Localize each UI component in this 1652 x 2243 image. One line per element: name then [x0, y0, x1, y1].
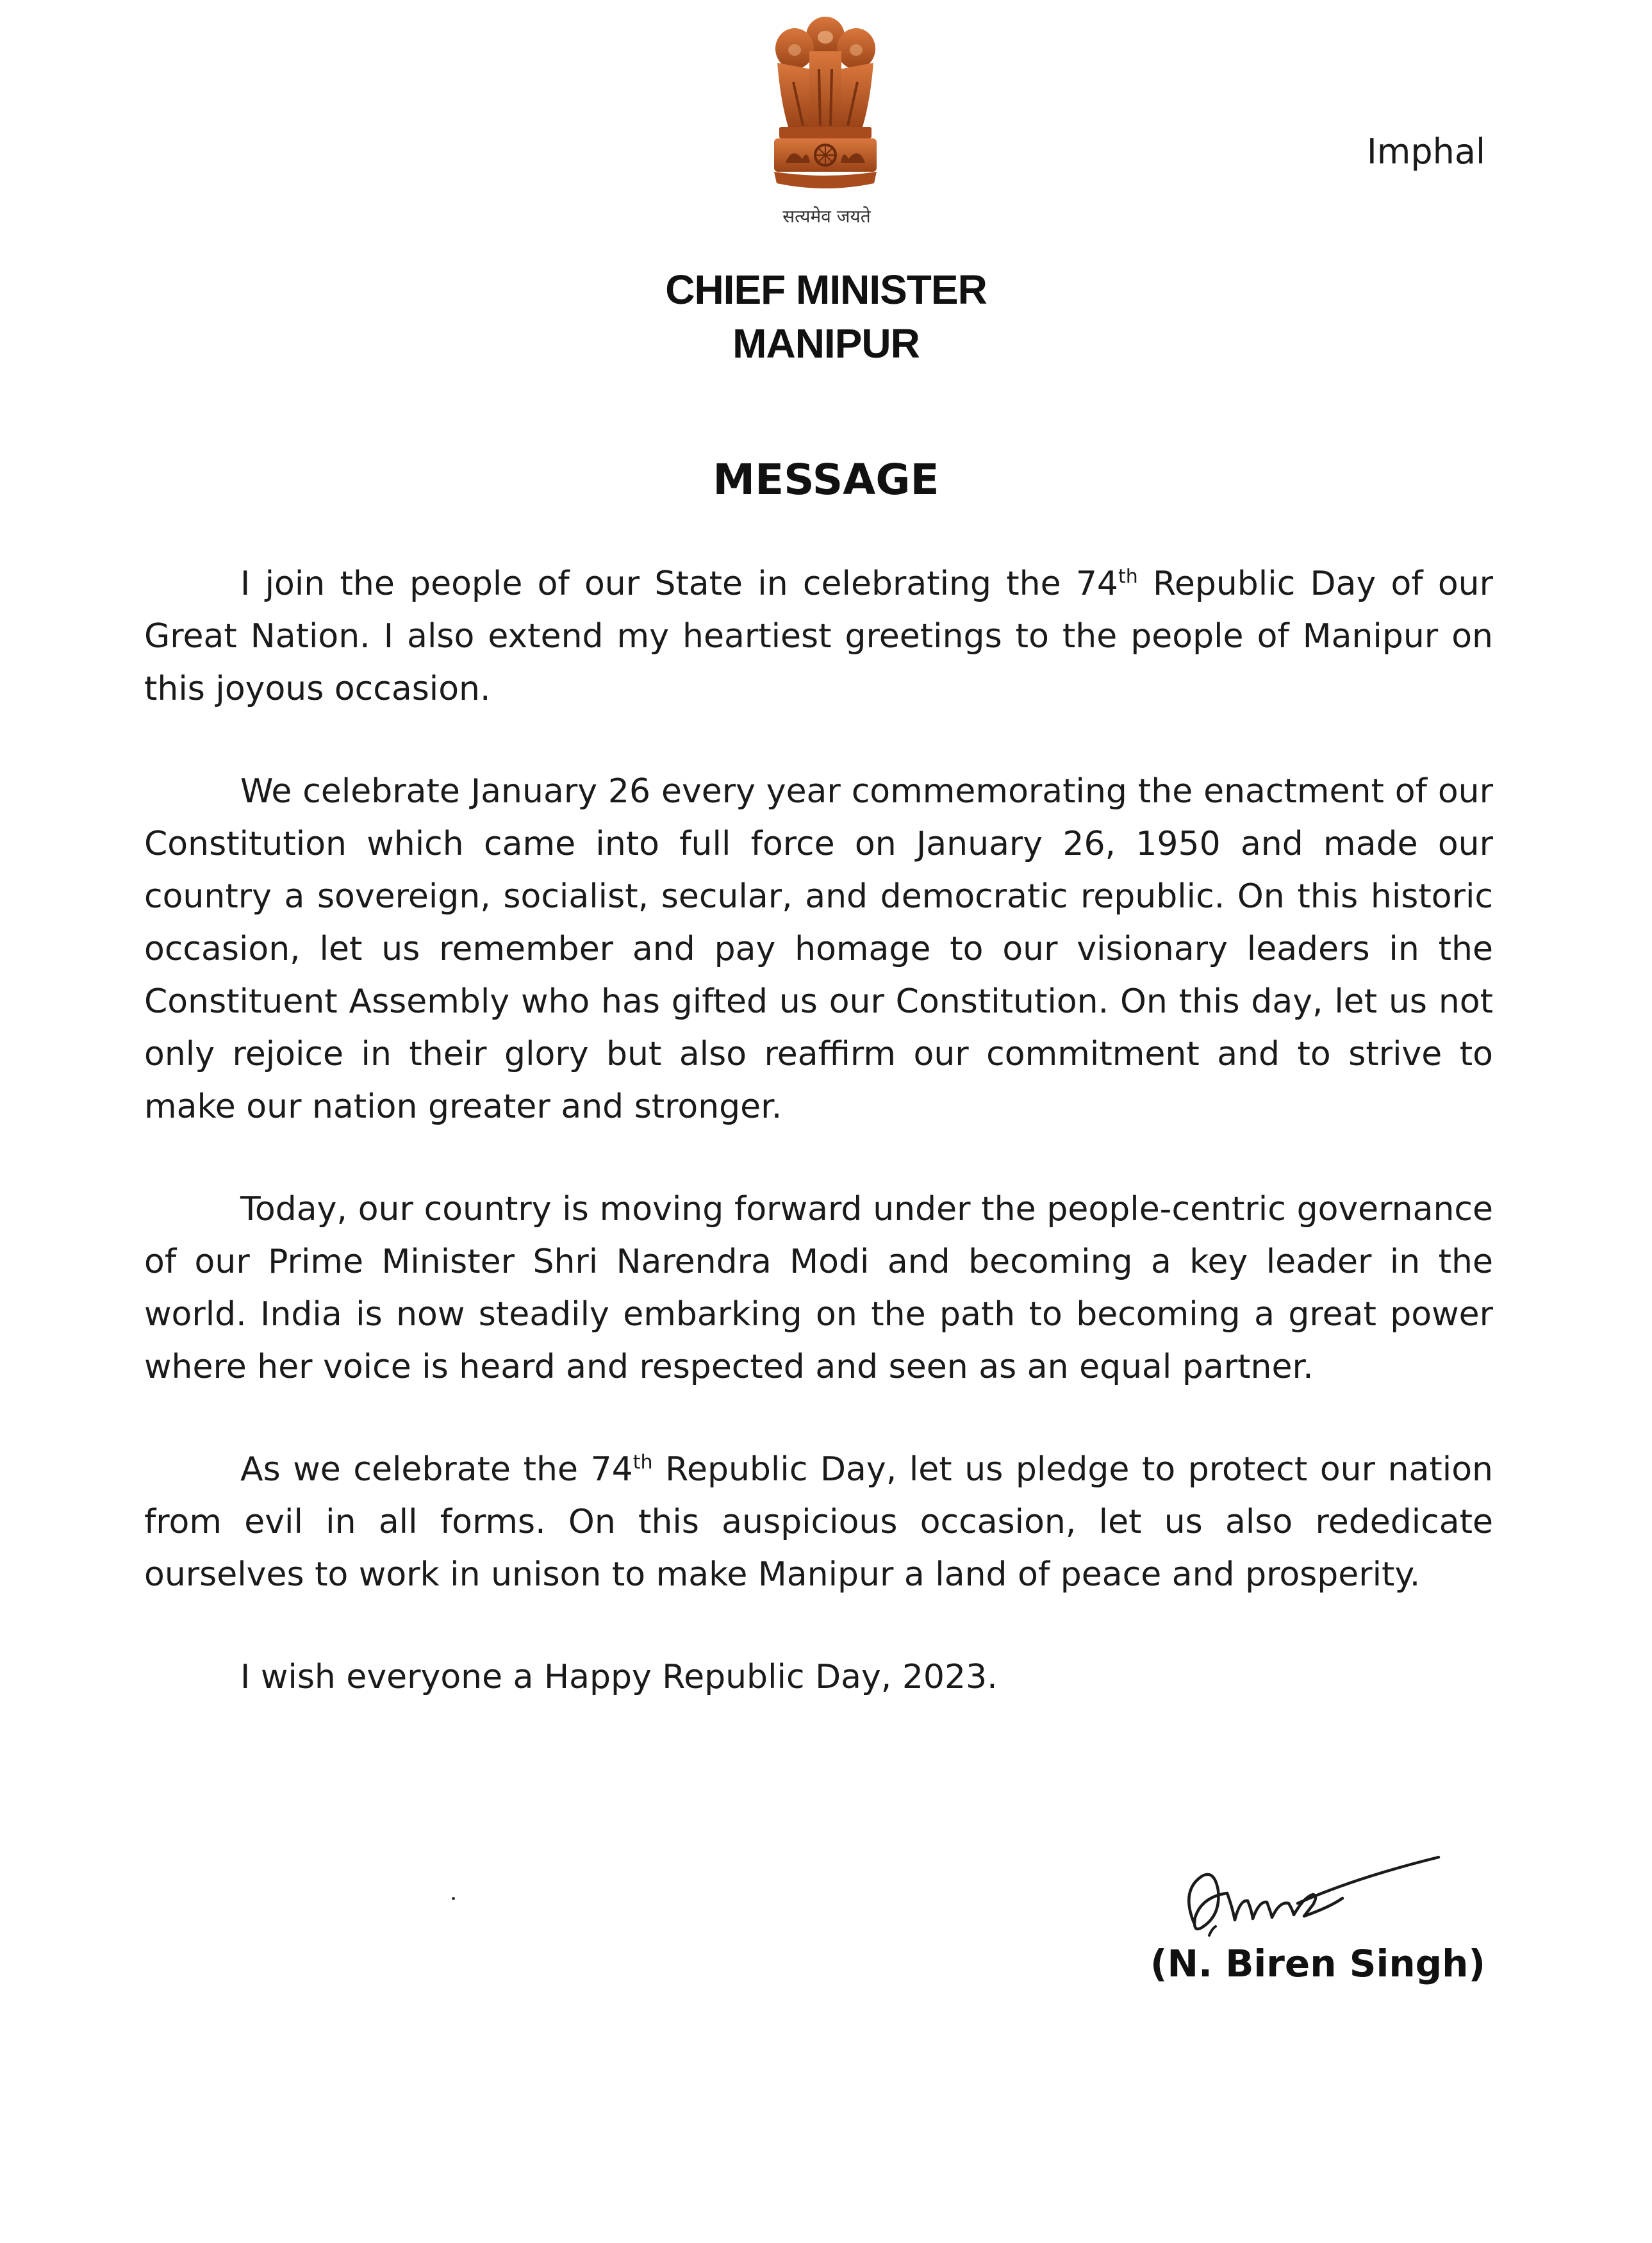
message-body — [144, 558, 1493, 1753]
paragraph-1-text-start: I join the people of our State in celebrating the 74 — [240, 565, 1119, 603]
closing-wish: I wish everyone a Happy Republic Day, 2023. — [240, 1658, 998, 1696]
paragraph-3: Today, our country is moving forward under the people-centric governance of our Prime Minister Shri Narendra Modi and becoming a key leader in the world. India is now steadily embarking on the path to becoming a great power where her voice is heard and respected and seen as an equal partner. — [144, 1190, 1493, 1386]
paragraph-4-text-start: As we celebrate the 74 — [240, 1450, 633, 1489]
emblem-motto: सत्यमेव जयते — [782, 206, 871, 227]
scan-speck — [452, 1897, 455, 1900]
state-emblem-icon — [748, 12, 902, 204]
paragraph-1-text-end: Republic Day of our Great Nation. I also extend my heartiest greetings to the people of Manipur on this joyous occasion. — [144, 565, 1493, 708]
place-of-issue: Imphal — [1366, 131, 1485, 172]
ordinal-suffix: th — [1118, 565, 1138, 588]
signatory-name: (N. Biren Singh) — [1150, 1942, 1485, 1985]
paragraph-2: We celebrate January 26 every year commemorating the enactment of our Constitution which came into full force on January 26, 1950 and made our country a sovereign, socialist, secular, and democratic republic. On this historic occasion, let us remember and pay homage to our visionary leaders in the Constituent Assembly who has gifted us our Constitution. On this day, let us not only rejoice in their glory but also reaffirm our commitment and to strive to make our nation greater and stronger. — [144, 772, 1493, 1126]
office-title-line-1: CHIEF MINISTER — [665, 267, 987, 313]
paragraph-1 — [144, 558, 1493, 715]
document-heading: MESSAGE — [713, 455, 939, 504]
paragraph-4 — [144, 1443, 1493, 1601]
handwritten-signature-icon — [1176, 1846, 1445, 1948]
ordinal-suffix: th — [632, 1451, 653, 1474]
paragraph-4-text-end: Republic Day, let us pledge to protect our nation from evil in all forms. On this auspicious occasion, let us also rededicate ourselves to work in unison to make Manipur a land of peace and prosperity. — [144, 1450, 1494, 1594]
office-title-line-2: MANIPUR — [732, 320, 920, 367]
office-title — [0, 263, 1652, 370]
